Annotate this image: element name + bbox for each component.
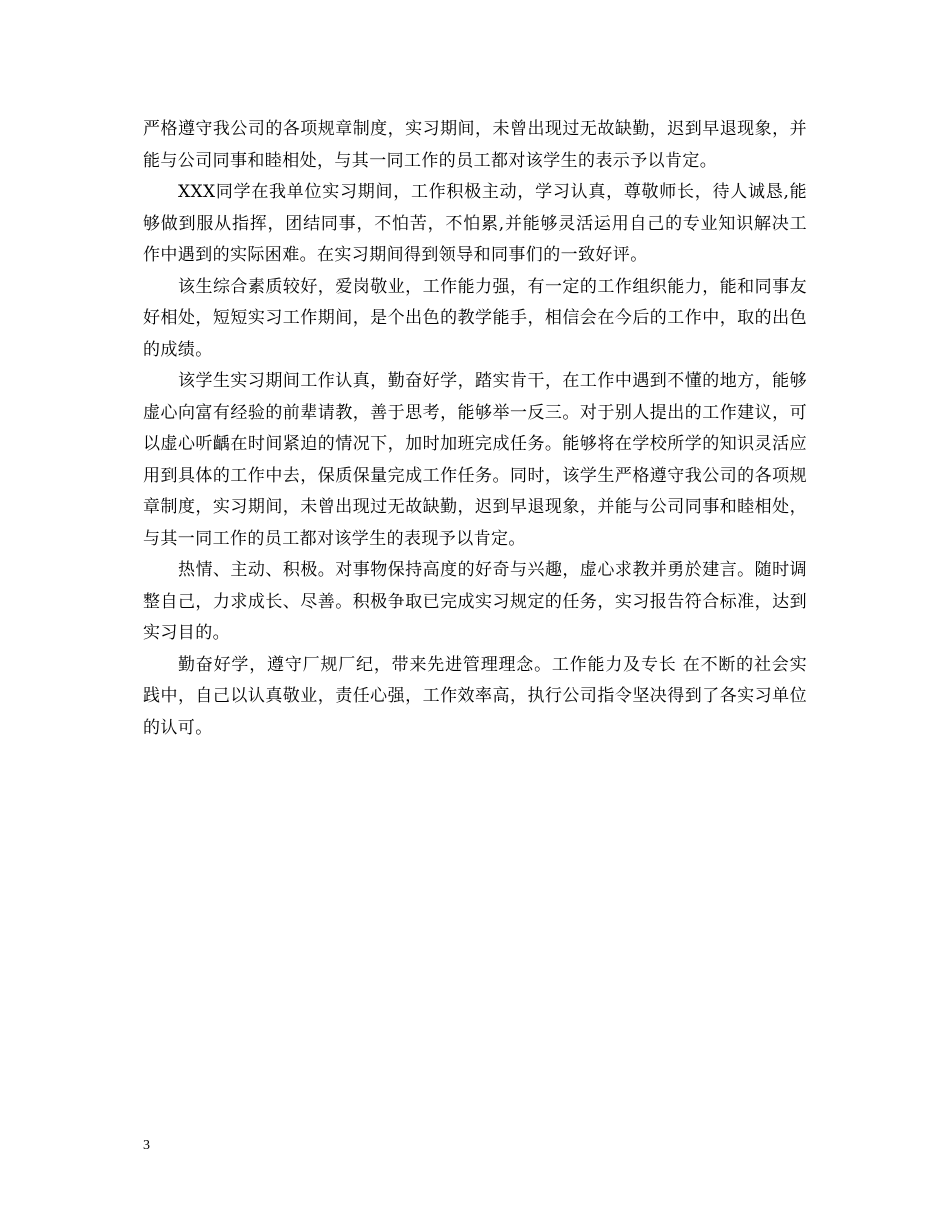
paragraph-enthusiasm: 热情、主动、积极。对事物保持高度的好奇与兴趣，虚心求教并勇於建言。随时调整自己，力求成长、尽善。积极争取已完成实习规定的任务，实习报告符合标准，达到实习目的。 — [143, 560, 807, 643]
paragraph-xxx-internship: XXX同学在我单位实习期间，工作积极主动，学习认真，尊敬师长，待人诚恳,能够做到服从指挥，团结同事，不怕苦，不怕累,并能够灵活运用自己的专业知识解决工作中遇到的实际困难。在实习期间得到领导和同事们的一致好评。 — [143, 182, 807, 265]
paragraph-diligence: 勤奋好学，遵守厂规厂纪，带来先进管理理念。工作能力及专长 在不断的社会实践中，自己以认真敬业，责任心强，工作效率高，执行公司指令坚决得到了各实习单位的认可。 — [143, 654, 807, 738]
paragraph-work-attitude: 该学生实习期间工作认真，勤奋好学，踏实肯干，在工作中遇到不懂的地方，能够虚心向富有经验的前辈请教，善于思考，能够举一反三。对于别人提出的工作建议，可以虚心听齲在时间紧迫的情况下，加时加班完成任务。能够将在学校所学的知识灵活应用到具体的工作中去，保质保量完成工作任务。同时，该学生严格遵守我公司的各项规章制度，实习期间，未曾出现过无故缺勤，迟到早退现象，并能与公司同事和睦相处，与其一同工作的员工都对该学生的表现予以肯定。 — [143, 371, 807, 549]
document-body — [143, 114, 807, 744]
paragraph-overall-quality: 该生综合素质较好，爱岗敬业，工作能力强，有一定的工作组织能力，能和同事友好相处，短短实习工作期间，是个出色的教学能手，相信会在今后的工作中，取的出色的成绩。 — [143, 276, 807, 360]
page-number: 3 — [143, 1138, 150, 1153]
paragraph-continued: 严格遵守我公司的各项规章制度，实习期间，未曾出现过无故缺勤，迟到早退现象，并能与公司同事和睦相处，与其一同工作的员工都对该学生的表示予以肯定。 — [143, 119, 807, 171]
